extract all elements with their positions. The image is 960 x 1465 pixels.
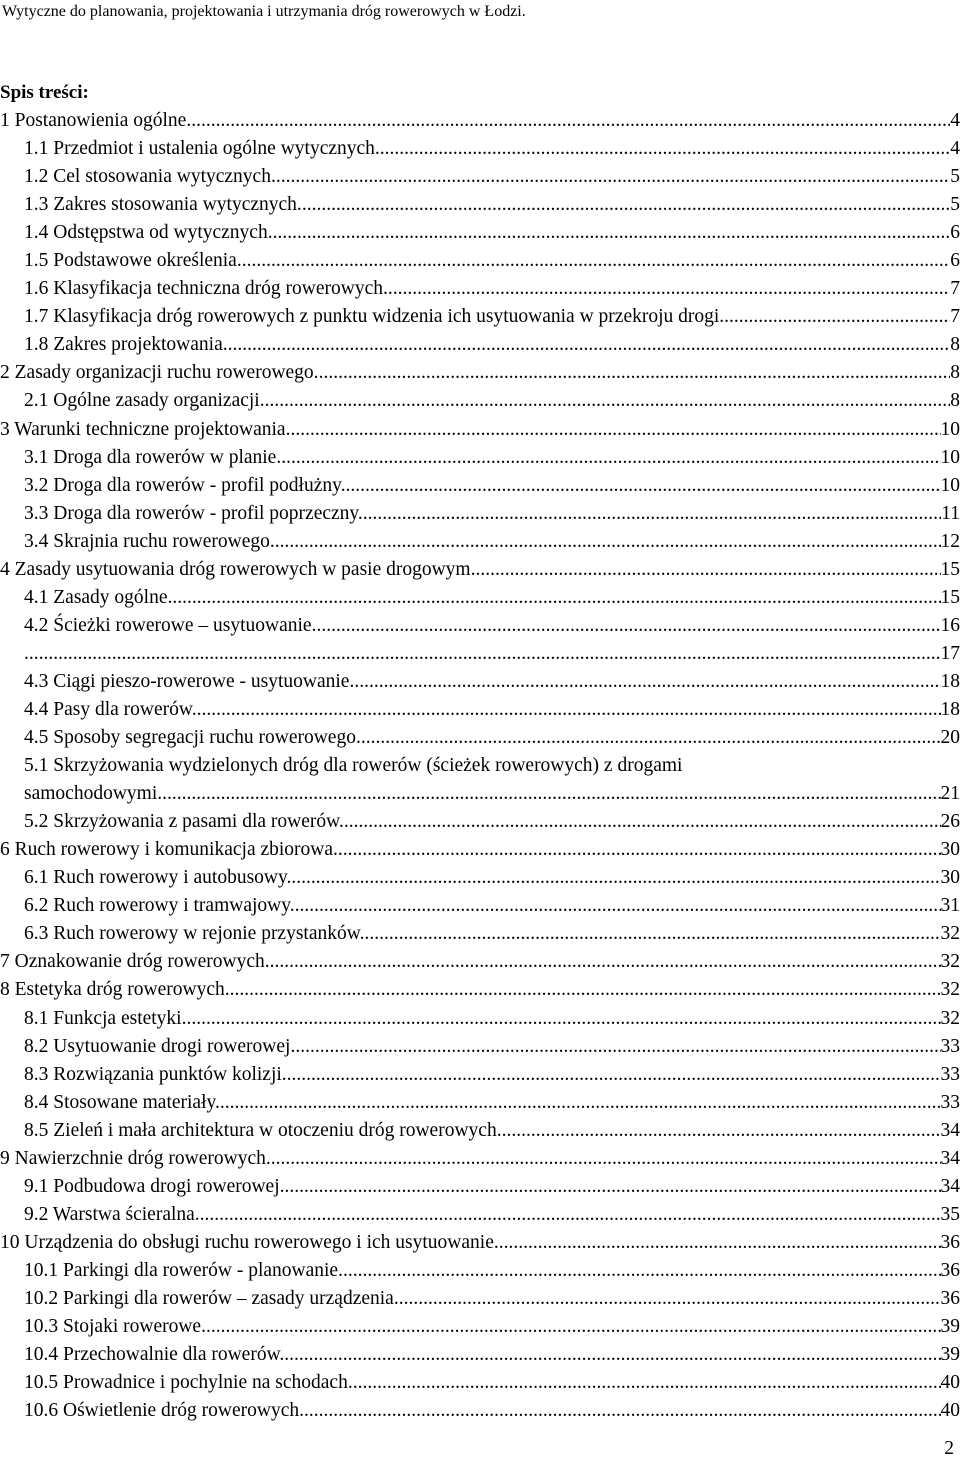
- toc-leader-dots: [302, 191, 950, 219]
- toc-entry[interactable]: [0, 1201, 960, 1229]
- toc-entry-page: 6: [950, 222, 960, 244]
- toc-entry[interactable]: [0, 1089, 960, 1117]
- toc-entry-label: 6 Ruch rowerowy i komunikacja zbiorowa.: [0, 839, 338, 861]
- toc-leader-dots: [24, 640, 941, 668]
- toc-entry-label-continuation: samochodowymi.: [24, 783, 163, 805]
- page-number: 2: [944, 1438, 954, 1459]
- toc-entry[interactable]: [0, 808, 960, 836]
- toc-leader-dots: [319, 359, 951, 387]
- toc-leader-dots: [242, 247, 951, 275]
- toc-entry-page: 34: [940, 1147, 960, 1169]
- toc-entry-page: 36: [940, 1287, 960, 1309]
- toc-leader-dots: [186, 107, 950, 135]
- toc-entry-page: 11: [941, 502, 960, 524]
- toc-entry-page: 4: [950, 110, 960, 131]
- toc-entry-page: 36: [940, 1259, 960, 1281]
- toc-entry[interactable]: [0, 836, 960, 864]
- toc-entry-label: 4.1 Zasady ogólne.: [24, 586, 173, 608]
- toc-entry-label: 6.2 Ruch rowerowy i tramwajowy.: [24, 895, 295, 917]
- toc-entry-label: 1 Postanowienia ogólne: [0, 110, 187, 131]
- toc-entry-page: 31: [940, 895, 960, 917]
- toc-entry-label: 8.1 Funkcja estetyki.: [24, 1007, 187, 1029]
- toc-entry-page: 5: [950, 166, 960, 188]
- toc-leader-dots: [499, 1229, 941, 1257]
- toc-leader-dots: [281, 444, 940, 472]
- toc-leader-dots: [290, 416, 940, 444]
- toc-entry-page: 8: [950, 362, 960, 384]
- toc-entry[interactable]: [0, 500, 960, 528]
- toc-entry[interactable]: [0, 640, 960, 668]
- toc-entry[interactable]: [0, 724, 960, 752]
- toc-entry-page: 36: [940, 1231, 960, 1253]
- toc-entry[interactable]: [0, 1257, 960, 1285]
- toc-entry-label: 1.4 Odstępstwa od wytycznych.: [24, 222, 273, 244]
- toc-leader-dots: [361, 724, 941, 752]
- toc-entry[interactable]: [0, 135, 960, 163]
- toc-leader-dots: [228, 331, 951, 359]
- toc-entry-label: 4.3 Ciągi pieszo-rowerowe - usytuowanie.: [24, 670, 355, 692]
- toc-leader-dots: [345, 472, 940, 500]
- toc-entry-label: 3.4 Skrajnia ruchu rowerowego.: [24, 530, 275, 552]
- toc-entry[interactable]: [0, 696, 960, 724]
- toc-entry-page: 32: [940, 923, 960, 945]
- toc-entry-label: 5.2 Skrzyżowania z pasami dla rowerów.: [24, 811, 344, 833]
- document-header: Wytyczne do planowania, projektowania i utrzymania dróg rowerowych w Łodzi.: [2, 3, 526, 20]
- toc-leader-dots: [270, 948, 941, 976]
- toc-entry[interactable]: [0, 107, 960, 135]
- toc-entry[interactable]: [0, 920, 960, 948]
- toc-entry-label: 4.5 Sposoby segregacji ruchu rowerowego.: [24, 727, 361, 749]
- toc-entry[interactable]: [0, 1285, 960, 1313]
- toc-entry[interactable]: [0, 1369, 960, 1397]
- toc-entry-page: 32: [940, 979, 960, 1001]
- toc-entry-page: 39: [940, 1344, 960, 1366]
- toc-entry[interactable]: [0, 1117, 960, 1145]
- toc-entry-page: 21: [940, 783, 960, 805]
- toc-entry-page: 34: [940, 1175, 960, 1197]
- toc-entry-label: 3 Warunki techniczne projektowania.: [0, 418, 291, 440]
- toc-leader-dots: [271, 1145, 941, 1173]
- toc-leader-dots: [291, 864, 940, 892]
- toc-leader-dots: [380, 135, 950, 163]
- toc-entry-label: 10.3 Stojaki rowerowe.: [24, 1316, 206, 1338]
- toc-entry-page: 7: [950, 306, 960, 328]
- toc-entry[interactable]: [0, 1005, 960, 1033]
- toc-entry[interactable]: [0, 556, 960, 584]
- toc-entry[interactable]: [0, 472, 960, 500]
- toc-leader-dots: [338, 836, 941, 864]
- toc-entry-page: 16: [940, 614, 960, 636]
- toc-entry[interactable]: [0, 528, 960, 556]
- toc-entry[interactable]: [0, 1341, 960, 1369]
- toc-leader-dots: [284, 1341, 940, 1369]
- toc-leader-dots: [276, 163, 950, 191]
- toc-entry[interactable]: [0, 331, 960, 359]
- toc-entry-label: 1.3 Zakres stosowania wytycznych.: [24, 194, 302, 216]
- toc-entry[interactable]: [0, 948, 960, 976]
- toc-entry-page: 20: [940, 727, 960, 749]
- toc-leader-dots: [343, 1257, 941, 1285]
- toc-leader-dots: [353, 1369, 941, 1397]
- toc-entry-label: 1.5 Podstawowe określenia.: [24, 250, 242, 272]
- toc-entry-label: 8.2 Usytuowanie drogi rowerowej.: [24, 1035, 296, 1057]
- toc-leader-dots: [285, 1173, 941, 1201]
- toc-leader-dots: [724, 303, 950, 331]
- toc-entry[interactable]: [0, 1397, 960, 1425]
- toc-entry[interactable]: [0, 1173, 960, 1201]
- toc-entry-label: 1.6 Klasyfikacja techniczna dróg rowerowych.: [24, 278, 388, 300]
- toc-entry[interactable]: [0, 191, 960, 219]
- toc-entry-label: 1.2 Cel stosowania wytycznych.: [24, 166, 276, 188]
- toc-entry[interactable]: [0, 584, 960, 612]
- toc-entry[interactable]: [0, 303, 960, 331]
- toc-leader-dots: [275, 528, 941, 556]
- toc-entry-label: 1.1 Przedmiot i ustalenia ogólne wytycznych.: [24, 138, 380, 160]
- toc-entry-label: 6.3 Ruch rowerowy w rejonie przystanków.: [24, 923, 365, 945]
- toc-entry-page: 4: [950, 138, 960, 160]
- toc-entry[interactable]: [0, 1145, 960, 1173]
- toc-leader-dots: [186, 1005, 940, 1033]
- toc-entry-label: 10.1 Parkingi dla rowerów - planowanie.: [24, 1259, 343, 1281]
- toc-entry-label: 4.4 Pasy dla rowerów.: [24, 698, 197, 720]
- toc-entry-label: 9 Nawierzchnie dróg rowerowych.: [0, 1147, 271, 1169]
- toc-entry[interactable]: [0, 1313, 960, 1341]
- toc-entry[interactable]: [0, 1033, 960, 1061]
- toc-leader-dots: [295, 892, 941, 920]
- toc-entry-label: 1.7 Klasyfikacja dróg rowerowych z punktu widzenia ich usytuowania w przekroju drogi.: [24, 306, 725, 328]
- toc-leader-dots: [475, 556, 940, 584]
- toc-entry-label: 7 Oznakowanie dróg rowerowych.: [0, 951, 270, 973]
- toc-entry-label: 5.1 Skrzyżowania wydzielonych dróg dla rowerów (ścieżek rowerowych) z drogami: [24, 755, 683, 777]
- toc-leader-dots: [399, 1285, 941, 1313]
- toc-entry-page: 33: [940, 1091, 960, 1113]
- toc-leader-dots: [172, 584, 940, 612]
- toc-leader-dots: [502, 1117, 941, 1145]
- toc-leader-dots: [200, 1201, 941, 1229]
- toc-entry-page: 12: [940, 530, 960, 552]
- toc-entry-label: 2 Zasady organizacji ruchu rowerowego.: [0, 362, 319, 384]
- toc-entry[interactable]: [0, 247, 960, 275]
- toc-entry[interactable]: [0, 752, 960, 808]
- toc-entry-label: 1.8 Zakres projektowania.: [24, 334, 228, 356]
- table-of-contents: [0, 107, 960, 1425]
- toc-entry-page: 35: [940, 1203, 960, 1225]
- toc-leader-dots: [295, 1033, 940, 1061]
- toc-leader-dots: [316, 612, 940, 640]
- toc-entry-label: 10.2 Parkingi dla rowerów – zasady urządzenia.: [24, 1287, 399, 1309]
- toc-entry-page: 5: [950, 194, 960, 216]
- toc-entry-page: 10: [940, 474, 960, 496]
- toc-entry-page: 15: [940, 586, 960, 608]
- toc-leader-dots: [230, 976, 941, 1004]
- toc-entry-page: 10: [940, 446, 960, 468]
- toc-leader-dots: [363, 500, 941, 528]
- toc-entry-label: 3.1 Droga dla rowerów w planie.: [24, 446, 282, 468]
- toc-entry-page: 40: [940, 1372, 960, 1394]
- toc-leader-dots: [364, 920, 940, 948]
- toc-entry-label: 9.2 Warstwa ścieralna.: [24, 1203, 200, 1225]
- toc-leader-dots: [273, 219, 951, 247]
- toc-entry[interactable]: [0, 864, 960, 892]
- toc-entry-page: 32: [940, 1007, 960, 1029]
- toc-entry-page: 17: [940, 642, 960, 664]
- toc-entry-label: 8.5 Zieleń i mała architektura w otoczeniu dróg rowerowych.: [24, 1119, 502, 1141]
- toc-leader-dots: [265, 387, 951, 415]
- toc-leader-dots: [197, 696, 941, 724]
- toc-entry-page: 18: [940, 670, 960, 692]
- toc-entry-label: 10 Urządzenia do obsługi ruchu rowerowego i ich usytuowanie.: [0, 1231, 499, 1253]
- toc-title: Spis treści:: [0, 82, 89, 103]
- toc-entry-page: 32: [940, 951, 960, 973]
- toc-entry-label: 3.3 Droga dla rowerów - profil poprzeczny.: [24, 502, 363, 524]
- toc-entry-page: 30: [940, 839, 960, 861]
- toc-entry-page: 26: [940, 811, 960, 833]
- toc-entry-page: 34: [940, 1119, 960, 1141]
- toc-entry-label: 9.1 Podbudowa drogi rowerowej.: [24, 1175, 285, 1197]
- toc-leader-dots: [354, 668, 940, 696]
- toc-entry[interactable]: [0, 1061, 960, 1089]
- toc-entry-label: 3.2 Droga dla rowerów - profil podłużny.: [24, 474, 346, 496]
- toc-entry[interactable]: [0, 359, 960, 387]
- toc-leader-dots: [162, 780, 940, 808]
- toc-entry-page: 15: [940, 558, 960, 580]
- toc-leader-dots: [344, 808, 941, 836]
- toc-entry-page: 30: [940, 867, 960, 889]
- toc-entry-label: 8.4 Stosowane materiały.: [24, 1091, 220, 1113]
- toc-entry-page: 6: [950, 250, 960, 272]
- toc-entry[interactable]: [0, 668, 960, 696]
- toc-entry-page: 33: [940, 1063, 960, 1085]
- toc-entry-label: 10.6 Oświetlenie dróg rowerowych.: [24, 1400, 304, 1422]
- toc-entry[interactable]: [0, 163, 960, 191]
- toc-entry-label: 2.1 Ogólne zasady organizacji.: [24, 390, 265, 412]
- toc-entry-label: 4.2 Ścieżki rowerowe – usytuowanie.: [24, 614, 317, 636]
- toc-entry[interactable]: [0, 416, 960, 444]
- toc-entry[interactable]: [0, 275, 960, 303]
- toc-entry[interactable]: [0, 612, 960, 640]
- toc-entry-page: 7: [950, 278, 960, 300]
- toc-leader-dots: [388, 275, 950, 303]
- toc-entry[interactable]: [0, 1229, 960, 1257]
- toc-entry-page: 8: [950, 334, 960, 356]
- toc-entry[interactable]: [0, 444, 960, 472]
- toc-entry[interactable]: [0, 219, 960, 247]
- toc-entry[interactable]: [0, 892, 960, 920]
- toc-entry-page: 8: [950, 390, 960, 412]
- toc-entry-page: 39: [940, 1316, 960, 1338]
- toc-entry-label: 10.4 Przechowalnie dla rowerów.: [24, 1344, 285, 1366]
- toc-entry-page: 10: [940, 418, 960, 440]
- toc-leader-dots: [220, 1089, 941, 1117]
- toc-entry-page: 33: [940, 1035, 960, 1057]
- toc-entry-label: 8.3 Rozwiązania punktów kolizji.: [24, 1063, 287, 1085]
- toc-entry-label: 10.5 Prowadnice i pochylnie na schodach.: [24, 1372, 353, 1394]
- toc-entry[interactable]: [0, 387, 960, 415]
- toc-leader-dots: [287, 1061, 941, 1089]
- toc-leader-dots: [206, 1313, 941, 1341]
- toc-entry-label: 6.1 Ruch rowerowy i autobusowy.: [24, 867, 292, 889]
- toc-entry[interactable]: [0, 976, 960, 1004]
- toc-entry-page: 40: [940, 1400, 960, 1422]
- toc-entry-label: 4 Zasady usytuowania dróg rowerowych w pasie drogowym.: [0, 558, 476, 580]
- toc-leader-dots: [304, 1397, 941, 1425]
- toc-entry-label: 8 Estetyka dróg rowerowych.: [0, 979, 230, 1001]
- toc-entry-page: 18: [940, 698, 960, 720]
